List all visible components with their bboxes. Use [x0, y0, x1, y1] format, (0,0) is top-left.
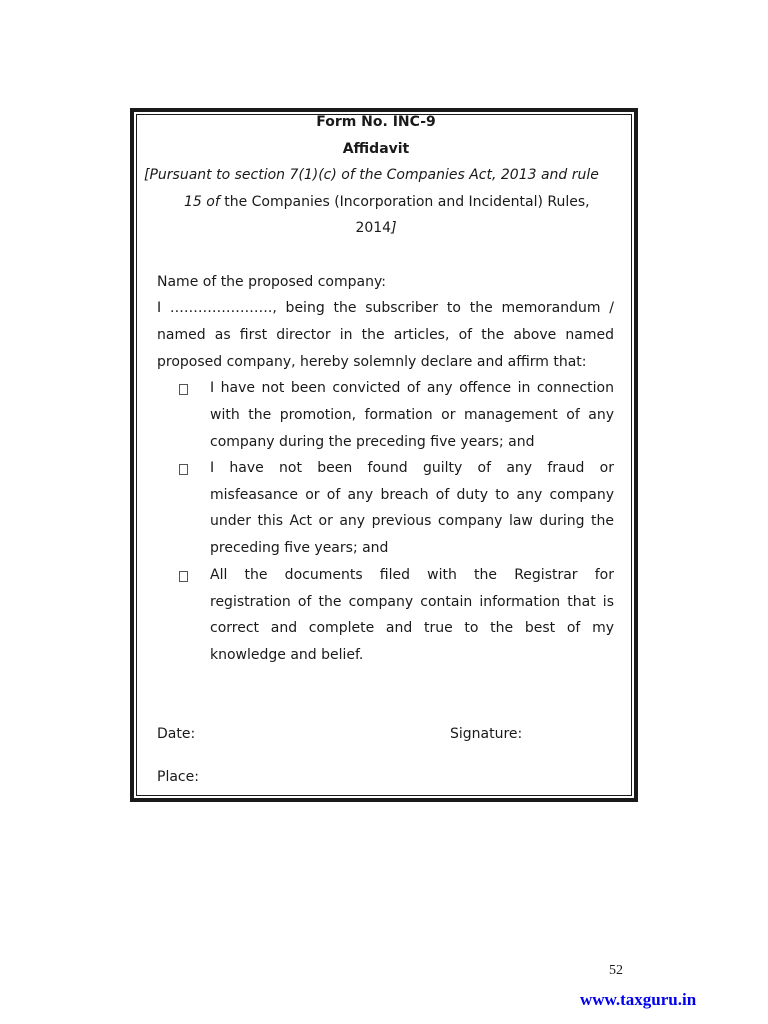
date-label: Date:	[157, 726, 196, 742]
form-number: Form No. INC-9	[316, 114, 436, 130]
declaration-line-1	[157, 300, 614, 317]
item-text: I have not been found guilty of any fraud or	[210, 460, 614, 476]
item-text: with the promotion, formation or management of any	[210, 407, 614, 423]
bullet-box-icon	[179, 464, 188, 475]
item-2-line-2	[210, 487, 614, 504]
rule-reference: 15 of	[184, 194, 220, 210]
signature-label: Signature:	[450, 726, 523, 742]
declaration-line-1-text: I …………………., being the subscriber to the memorandum /	[157, 300, 614, 316]
item-3-line-2	[210, 594, 614, 611]
item-1-line-3: company during the preceding five years; and	[210, 434, 535, 450]
place-label: Place:	[157, 769, 199, 785]
item-3-line-4: knowledge and belief.	[210, 647, 364, 663]
rules-name: the Companies (Incorporation and Incidental) Rules,	[219, 194, 590, 210]
item-text: under this Act or any previous company law during the	[210, 513, 614, 529]
form-title: Affidavit	[342, 141, 410, 157]
item-1-line-1	[210, 380, 614, 397]
item-2-line-1	[210, 460, 614, 477]
item-text: correct and complete and true to the best of my	[210, 620, 614, 636]
form-border	[130, 108, 638, 802]
declaration-line-2-text: named as first director in the articles, of the above named	[157, 327, 614, 343]
item-text: All the documents filed with the Registrar for	[210, 567, 614, 583]
item-text: registration of the company contain information that is	[210, 594, 614, 610]
declaration-line-3: proposed company, hereby solemnly declare and affirm that:	[157, 354, 587, 370]
declaration-line-2	[157, 327, 614, 344]
closing-bracket: ]	[391, 220, 397, 236]
form-inner-border	[136, 114, 632, 796]
pursuant-line-3	[136, 220, 616, 237]
item-text: I have not been convicted of any offence in connection	[210, 380, 614, 396]
item-2-line-4: preceding five years; and	[210, 540, 389, 556]
bullet-box-icon	[179, 571, 188, 582]
rules-year: 2014	[355, 220, 392, 236]
item-text: misfeasance or of any breach of duty to any company	[210, 487, 614, 503]
site-link[interactable]: www.taxguru.in	[580, 990, 697, 1009]
item-3-line-1	[210, 567, 614, 584]
company-name-label: Name of the proposed company:	[157, 274, 386, 290]
page-number: 52	[609, 963, 623, 978]
pursuant-line-2	[184, 194, 590, 211]
item-1-line-2	[210, 407, 614, 424]
item-2-line-3	[210, 513, 614, 530]
item-3-line-3	[210, 620, 614, 637]
pursuant-line-1: [Pursuant to section 7(1)(c) of the Companies Act, 2013 and rule	[144, 167, 599, 183]
bullet-box-icon	[179, 384, 188, 395]
